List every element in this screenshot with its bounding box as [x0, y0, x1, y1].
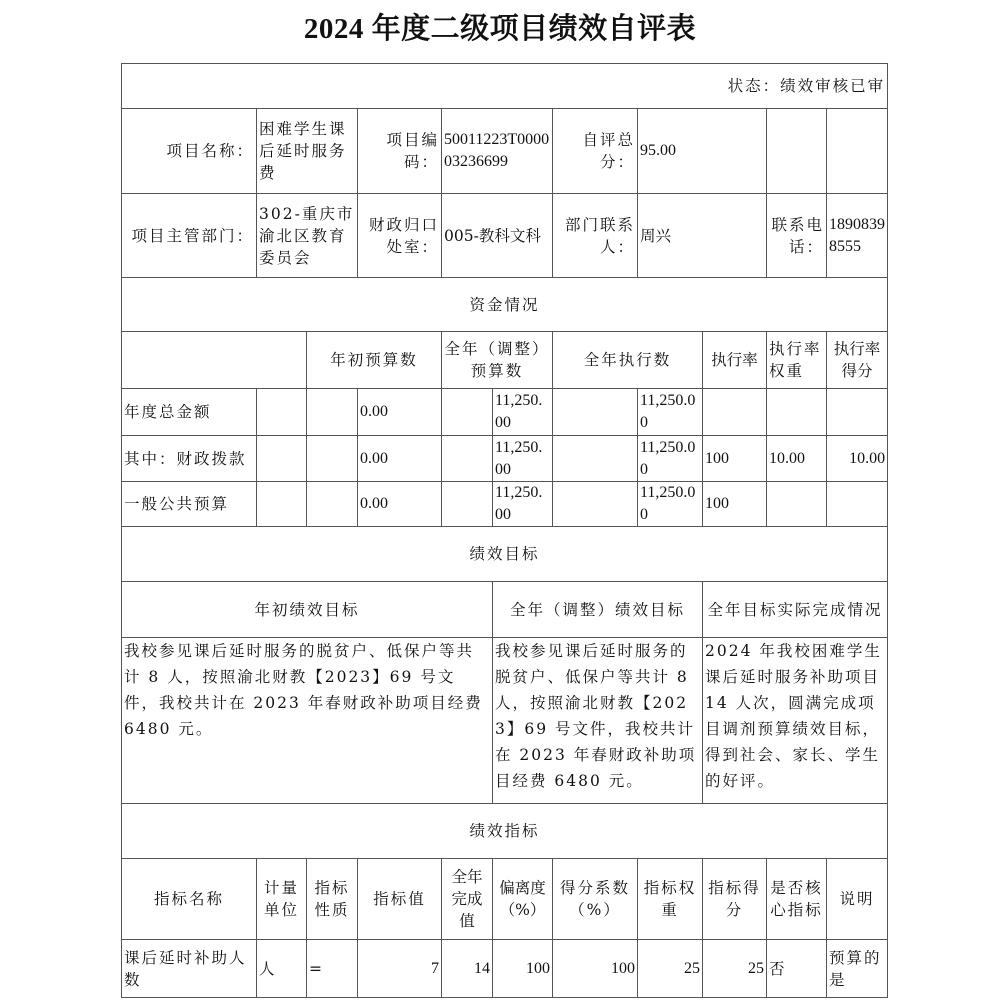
- funds-row: [122, 482, 888, 527]
- phone-label: 联系电话：: [767, 194, 827, 278]
- funds-executed: 11,250.00: [638, 436, 703, 482]
- ind-unit: 人: [257, 940, 307, 998]
- goals-header-actual: 全年目标实际完成情况: [703, 582, 888, 638]
- funds-row: [122, 389, 888, 436]
- funds-row-name: 一般公共预算: [122, 482, 257, 527]
- funds-initial: 0.00: [358, 436, 442, 482]
- funds-row-name: 年度总金额: [122, 389, 257, 436]
- ind-header-coefficient: 得分系数（%）: [553, 859, 638, 940]
- status-text: 状态：绩效审核已审: [122, 64, 888, 109]
- funds-rate: [703, 389, 767, 436]
- goals-actual-text: 2024 年我校困难学生课后延时服务补助项目 14 人次，圆满完成项目调剂预算绩效目标，得到社会、家长、学生的好评。: [703, 638, 888, 804]
- funds-header-score: 执行率得分: [827, 332, 888, 389]
- empty-cell: [442, 436, 493, 482]
- ind-target: 7: [358, 940, 442, 998]
- ind-weight: 25: [638, 940, 703, 998]
- ind-name: 课后延时补助人数: [122, 940, 257, 998]
- funds-weight: [767, 482, 827, 527]
- ind-header-target: 指标值: [358, 859, 442, 940]
- empty-cell: [307, 482, 358, 527]
- ind-actual: 14: [442, 940, 493, 998]
- goals-section-title: 绩效目标: [122, 527, 888, 582]
- funds-score: [827, 389, 888, 436]
- funds-adjusted: 11,250.00: [493, 436, 553, 482]
- finance-office-label: 财政归口处室：: [358, 194, 442, 278]
- empty-cell: [767, 109, 827, 194]
- empty-cell: [442, 482, 493, 527]
- funds-rate: 100: [703, 436, 767, 482]
- funds-executed: 11,250.00: [638, 389, 703, 436]
- self-evaluation-table: [121, 63, 888, 998]
- empty-cell: [257, 482, 307, 527]
- project-code-value: 50011223T000003236699: [442, 109, 553, 194]
- funds-executed: 11,250.00: [638, 482, 703, 527]
- empty-cell: [827, 109, 888, 194]
- funds-score: [827, 482, 888, 527]
- dept-label: 项目主管部门：: [122, 194, 257, 278]
- funds-header-adjusted: 全年（调整）预算数: [442, 332, 553, 389]
- goals-header-initial: 年初绩效目标: [122, 582, 493, 638]
- indicator-row: [122, 940, 888, 998]
- contact-label: 部门联系人：: [553, 194, 638, 278]
- dept-value: 302-重庆市渝北区教育委员会: [257, 194, 358, 278]
- page-title: 2024 年度二级项目绩效自评表: [303, 13, 697, 45]
- contact-value: 周兴: [638, 194, 767, 278]
- funds-header-rate: 执行率: [703, 332, 767, 389]
- goals-initial-text: 我校参见课后延时服务的脱贫户、低保户等共计 8 人，按照渝北财教【2023】69 号文件，我校共计在 2023 年春财政补助项目经费 6480 元。: [122, 638, 493, 804]
- funds-row-name: 其中：财政拨款: [122, 436, 257, 482]
- funds-header-executed: 全年执行数: [553, 332, 703, 389]
- funds-header-blank: [122, 332, 307, 389]
- funds-rate: 100: [703, 482, 767, 527]
- empty-cell: [553, 389, 638, 436]
- empty-cell: [442, 389, 493, 436]
- empty-cell: [553, 436, 638, 482]
- ind-coefficient: 100: [553, 940, 638, 998]
- funds-weight: [767, 389, 827, 436]
- ind-header-weight: 指标权重: [638, 859, 703, 940]
- empty-cell: [307, 436, 358, 482]
- project-name-value: 困难学生课后延时服务费: [257, 109, 358, 194]
- empty-cell: [257, 436, 307, 482]
- ind-score: 25: [703, 940, 767, 998]
- self-score-label: 自评总分：: [553, 109, 638, 194]
- ind-nature: =: [307, 940, 358, 998]
- ind-deviation: 100: [493, 940, 553, 998]
- goals-adjusted-text: 我校参见课后延时服务的脱贫户、低保户等共计 8 人，按照渝北财教【2023】69 号文件，我校共计在 2023 年春财政补助项目经费 6480 元。: [493, 638, 703, 804]
- funds-initial: 0.00: [358, 482, 442, 527]
- funds-row: [122, 436, 888, 482]
- project-name-label: 项目名称：: [122, 109, 257, 194]
- goals-header-adjusted: 全年（调整）绩效目标: [493, 582, 703, 638]
- funds-header-initial: 年初预算数: [307, 332, 442, 389]
- ind-header-core: 是否核心指标: [767, 859, 827, 940]
- ind-header-note: 说明: [827, 859, 888, 940]
- funds-initial: 0.00: [358, 389, 442, 436]
- ind-header-nature: 指标性质: [307, 859, 358, 940]
- ind-note: 预算的是: [827, 940, 888, 998]
- indicators-section-title: 绩效指标: [122, 804, 888, 859]
- ind-header-actual: 全年完成值: [442, 859, 493, 940]
- finance-office-value: 005-教科文科: [442, 194, 553, 278]
- ind-header-unit: 计量单位: [257, 859, 307, 940]
- ind-core: 否: [767, 940, 827, 998]
- empty-cell: [257, 389, 307, 436]
- funds-adjusted: 11,250.00: [493, 389, 553, 436]
- funds-score: 10.00: [827, 436, 888, 482]
- funds-adjusted: 11,250.00: [493, 482, 553, 527]
- funds-header-weight: 执行率权重: [767, 332, 827, 389]
- project-code-label: 项目编码：: [358, 109, 442, 194]
- phone-value: 18908398555: [827, 194, 888, 278]
- funds-section-title: 资金情况: [122, 278, 888, 332]
- ind-header-score: 指标得分: [703, 859, 767, 940]
- funds-weight: 10.00: [767, 436, 827, 482]
- ind-header-deviation: 偏离度（%）: [493, 859, 553, 940]
- empty-cell: [307, 389, 358, 436]
- self-score-value: 95.00: [638, 109, 767, 194]
- ind-header-name: 指标名称: [122, 859, 257, 940]
- empty-cell: [553, 482, 638, 527]
